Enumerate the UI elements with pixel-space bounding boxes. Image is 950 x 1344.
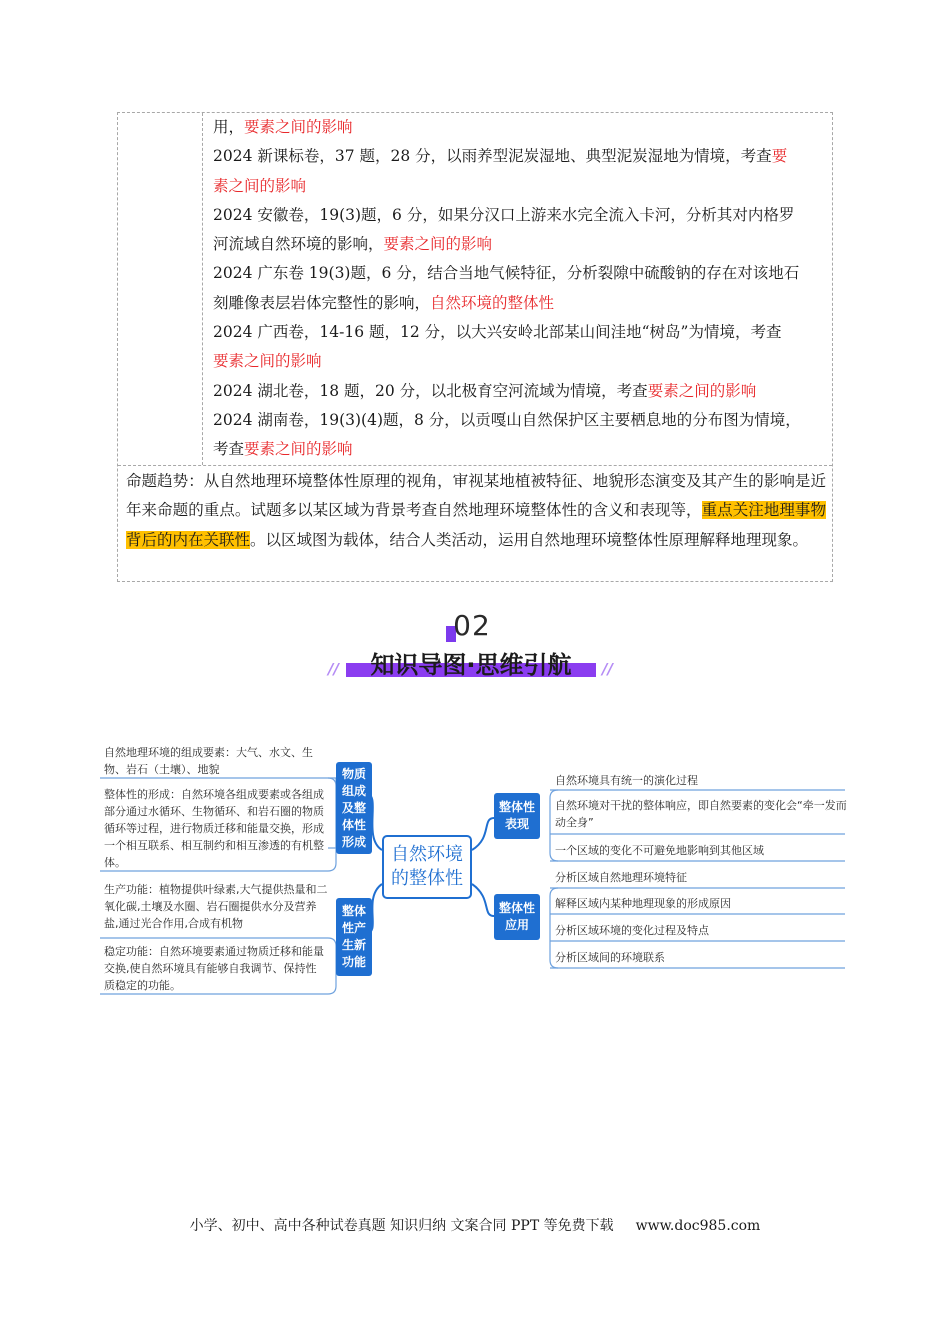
- bracket-left-top: [328, 778, 336, 848]
- reference-text: 用，: [213, 118, 245, 136]
- section-title: 知识导图·思维引航: [370, 651, 572, 679]
- reference-line: [213, 406, 827, 435]
- decor-slash-right: //: [602, 660, 613, 678]
- reference-line: [213, 230, 827, 259]
- connector-center-right-bottom: [472, 884, 494, 916]
- left-bottom-item-2: 稳定功能：自然环境要素通过物质迁移和能量交换,使自然环境具有能够自我调节、保持性质稳定的功能。: [104, 945, 324, 992]
- bracket-left-bottom-curve: [328, 938, 336, 994]
- page-footer: [0, 1215, 950, 1235]
- reference-line: [213, 435, 827, 464]
- reference-text: 刻雕像表层岩体完整性的影响，: [213, 293, 431, 312]
- reference-line: [213, 142, 827, 171]
- reference-text: 河流域自然环境的影响，: [213, 235, 384, 254]
- keyword-red: 素之间的影响: [213, 176, 307, 195]
- reference-text: 2024 湖南卷，19(3)(4)题，8 分，以贡嘎山自然保护区主要栖息地的分布图为情境，: [213, 410, 801, 429]
- footer-text: 小学、初中、高中各种试卷真题 知识归纳 文案合同 PPT 等免费下载: [189, 1218, 614, 1234]
- reference-line: [213, 172, 827, 201]
- keyword-red: 要素之间的影响: [244, 118, 353, 136]
- left-top-item-2: 整体性的形成：自然环境各组成要素或各组成部分通过水循环、生物循环、和岩石圈的物质循环等过程，进行物质迁移和能量交换，形成一个相互联系、相互制约和相互渗透的有机整体。: [104, 788, 324, 869]
- right-top-item-3: 一个区域的变化不可避免地影响到其他区域: [555, 844, 764, 857]
- reference-line: [213, 377, 827, 406]
- node-manifestation: 整体性表现: [494, 793, 540, 839]
- reference-line: [213, 201, 827, 230]
- node-new-function: 整体性产生新功能: [336, 898, 372, 976]
- exam-references-cell: [213, 113, 827, 465]
- trend-text-end: 。以区域图为载体，结合人类活动，运用自然地理环境整体性原理解释地理现象。: [250, 530, 809, 549]
- right-bottom-item-4: 分析区域间的环境联系: [555, 951, 665, 964]
- trend-paragraph: [126, 467, 826, 555]
- keyword-red: 要素之间的影响: [244, 440, 353, 459]
- left-top-item-1: 自然地理环境的组成要素：大气、水文、生物、岩石（土壤）、地貌: [104, 746, 313, 776]
- right-bottom-item-2: 解释区域内某种地理现象的形成原因: [555, 897, 731, 910]
- keyword-red: 要素之间的影响: [213, 352, 322, 371]
- footer-url[interactable]: www.doc985.com: [635, 1218, 761, 1234]
- node-application: 整体性应用: [494, 894, 540, 940]
- reference-text: 2024 安徽卷，19(3)题，6 分，如果分汉口上游来水完全流入卡河，分析其对内格罗: [213, 205, 795, 224]
- keyword-red: 要: [771, 147, 788, 166]
- center-node: 自然环境的整体性: [382, 835, 472, 899]
- right-bottom-item-1: 分析区域自然地理环境特征: [555, 871, 687, 884]
- trend-highlight: 重点关注地理事物背后的内在关联性: [126, 501, 826, 549]
- keyword-red: 要素之间的影响: [383, 235, 493, 254]
- bracket-left-top-curve: [328, 778, 336, 871]
- reference-text: 考查: [213, 440, 245, 459]
- mind-map: [100, 738, 850, 1000]
- trend-text: 命题趋势：从自然地理环境整体性原理的视角，审视某地植被特征、地貌形态演变及其产生的影响是近年来命题的重点。试题多以某区域为背景考查自然地理环境整体性的含义和表现等，: [126, 472, 826, 520]
- reference-line: [213, 347, 827, 376]
- connector-center-right-top: [472, 818, 494, 850]
- reference-line: [213, 318, 827, 347]
- reference-line: [213, 113, 827, 142]
- right-bottom-item-3: 分析区域环境的变化过程及特点: [555, 924, 709, 937]
- table-divider-horizontal: [118, 465, 832, 466]
- keyword-red: 自然环境的整体性: [430, 293, 555, 312]
- decor-slash-left: //: [328, 660, 339, 678]
- exam-table: [117, 112, 833, 582]
- reference-text: 2024 新课标卷，37 题，28 分，以雨养型泥炭湿地、典型泥炭湿地为情境，考查: [213, 147, 772, 166]
- keyword-red: 要素之间的影响: [647, 381, 757, 400]
- right-top-item-2: 自然环境对干扰的整体响应，即自然要素的变化会“牵一发而动全身”: [555, 799, 847, 829]
- left-bottom-item-1: 生产功能：植物提供叶绿素,大气提供热量和二氧化碳,土壤及水圈、岩石圈提供水分及营养盐,通过光合作用,合成有机物: [104, 883, 328, 930]
- right-top-item-1: 自然环境具有统一的演化过程: [555, 774, 698, 787]
- table-divider-vertical: [202, 113, 203, 465]
- reference-text: 2024 湖北卷，18 题，20 分，以北极育空河流域为情境，考查: [213, 381, 648, 400]
- node-material-composition: 物质组成及整体性形成: [336, 762, 372, 854]
- reference-text: 2024 广西卷，14-16 题，12 分，以大兴安岭北部某山间洼地“树岛”为情境，考查: [213, 323, 782, 342]
- section-number: 02: [453, 609, 491, 642]
- reference-line: [213, 259, 827, 288]
- reference-line: [213, 289, 827, 318]
- reference-text: 2024 广东卷 19(3)题，6 分，结合当地气候特征，分析裂隙中硫酸钠的存在对该地石: [213, 264, 800, 283]
